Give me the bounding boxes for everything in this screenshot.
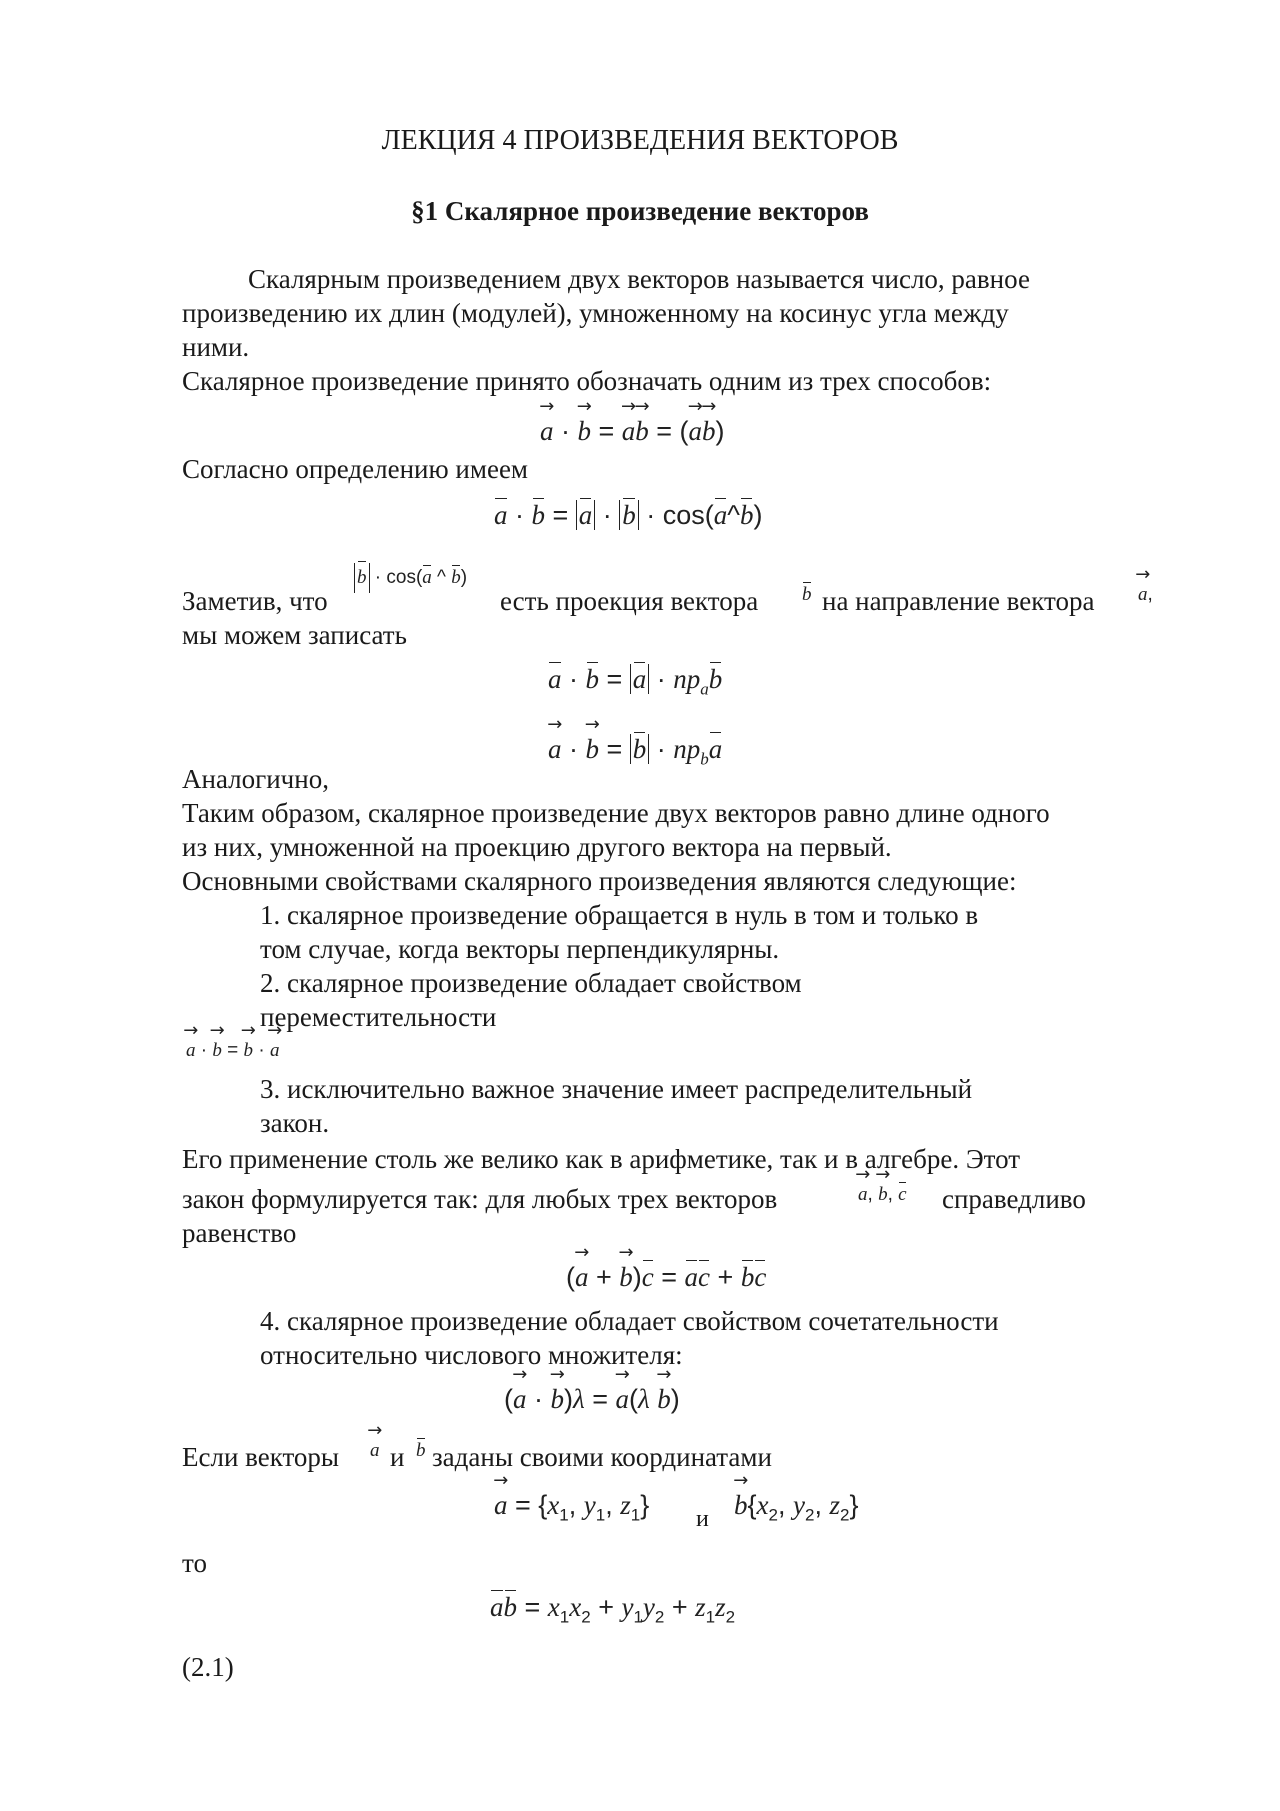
paragraph-similarly: Аналогично, — [182, 764, 329, 794]
vector-a-inline: → a, — [1138, 584, 1153, 606]
vector-a-coord-inline: → a — [370, 1440, 380, 1462]
formula-notation: → a · → b = → a→ b = (→ a→ b) — [540, 416, 725, 447]
paragraph-definition-1: Скалярным произведением двух векторов называется число, равное — [248, 264, 1030, 294]
property-2-line-1: 2. скалярное произведение обладает свойством — [260, 968, 802, 998]
paragraph-notation: Скалярное произведение принято обозначать одним из трех способов: — [182, 366, 992, 396]
property-4-line-1: 4. скалярное произведение обладает свойством сочетательности — [260, 1306, 999, 1336]
lecture-title: ЛЕКЦИЯ 4 ПРОИЗВЕДЕНИЯ ВЕКТОРОВ — [381, 125, 899, 156]
formula-scalar-coords: ab = $x_1x_2 + y_1y_2 + z_1z_2$ — [490, 1592, 736, 1627]
paragraph-properties: Основными свойствами скалярного произведения являются следующие: — [182, 866, 1017, 896]
paragraph-definition-3: ними. — [182, 332, 250, 362]
property-1-line-2: том случае, когда векторы перпендикулярны. — [260, 934, 780, 964]
section-heading: §1 Скалярное произведение векторов — [411, 196, 869, 226]
property-3-line-2: закон. — [260, 1108, 330, 1138]
formula-definition: a · b = a · b · cos(a^b) — [494, 500, 763, 530]
paragraph-definition-2: произведению их длин (модулей), умноженному на косинус угла между — [182, 298, 1009, 328]
formula-projection-b: → a · → $b = b \cdot пр_ba$ — [548, 734, 722, 769]
paragraph-thus-2: из них, умноженной на проекцию другого вектора на первый. — [182, 832, 892, 862]
paragraph-noting-3: на направление вектора — [822, 586, 1095, 616]
paragraph-by-definition: Согласно определению имеем — [182, 454, 529, 484]
formula-associative: (→ a · → b)λ = → a(λ → b) — [504, 1384, 680, 1415]
vector-b-coord-inline: b — [416, 1440, 426, 1461]
paragraph-coordinates-1: Если векторы — [182, 1442, 340, 1472]
paragraph-application-1: Его применение столь же велико как в арифметике, так и в алгебре. Этот — [182, 1144, 1021, 1174]
coords-and: и — [696, 1506, 709, 1532]
paragraph-coordinates-2: заданы своими координатами — [432, 1442, 772, 1472]
formula-coords-a: → $a = \{x_1$, $y_1$, $z_1$} — [494, 1490, 649, 1525]
paragraph-application-3: справедливо — [942, 1184, 1086, 1214]
property-1-line-1: 1. скалярное произведение обращается в нуль в том и только в — [260, 900, 979, 930]
vectors-abc-inline: → a, → b, c — [858, 1184, 907, 1206]
formula-distributive: (→ a + → b)c = ac + bc — [566, 1262, 766, 1293]
property-3-line-1: 3. исключительно важное значение имеет распределительный — [260, 1074, 973, 1104]
formula-commutative: → a · → b = → b · → a — [186, 1040, 279, 1062]
paragraph-noting-1: Заметив, что — [182, 586, 328, 616]
paragraph-thus-1: Таким образом, скалярное произведение двух векторов равно длине одного — [182, 798, 1050, 828]
property-4-line-2: относительно числового множителя: — [260, 1340, 683, 1370]
paragraph-coordinates-and: и — [390, 1442, 405, 1472]
paragraph-we-can-write: мы можем записать — [182, 620, 407, 650]
formula-projection-inline: b · cos(a ^ b) — [354, 563, 467, 593]
property-2-line-2: переместительности — [260, 1002, 497, 1032]
paragraph-then: то — [182, 1548, 207, 1578]
paragraph-equality: равенство — [182, 1218, 297, 1248]
paragraph-noting-2: есть проекция вектора — [500, 586, 759, 616]
vector-b-inline: b — [802, 584, 812, 605]
paragraph-application-2: закон формулируется так: для любых трех векторов — [182, 1184, 778, 1214]
formula-projection-a: $a \cdot b = a \cdot пр_ab$ — [548, 664, 723, 699]
formula-coords-b: → $b\{x_2$, $y_2$, $z_2$} — [734, 1490, 858, 1525]
equation-number: (2.1) — [182, 1652, 234, 1682]
